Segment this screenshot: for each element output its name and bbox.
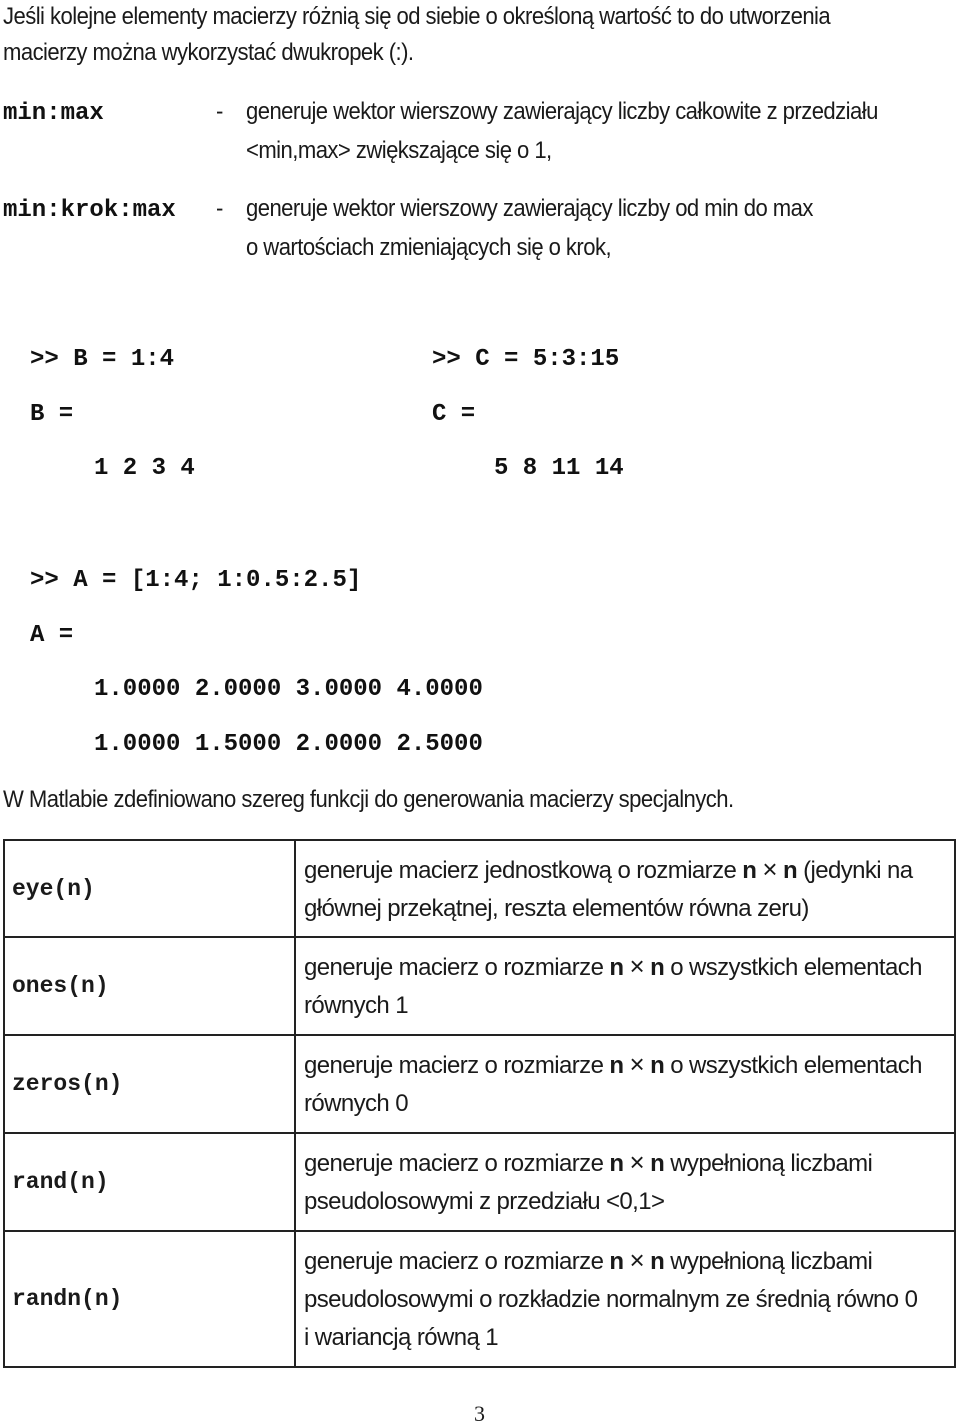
n-symbol: n — [650, 1150, 665, 1177]
def-min-max-line-1: generuje wektor wierszowy zawierający liczby całkowite z przedziału — [246, 98, 878, 125]
times-symbol: × — [629, 1147, 645, 1177]
example-b-result: 1 2 3 4 — [94, 455, 195, 482]
table-row — [4, 1231, 955, 1367]
def-min-max-line-2: <min,max> zwiększające się o 1, — [246, 137, 552, 164]
example-a-row-1: 1.0000 2.0000 3.0000 4.0000 — [94, 676, 483, 703]
desc-text: (jedynki na — [803, 856, 913, 884]
desc-text-line-2: równych 0 — [304, 1090, 408, 1117]
example-c-var: C = — [432, 401, 476, 428]
function-description — [295, 1035, 955, 1133]
function-name: eye(n) — [4, 840, 295, 937]
desc-text-line-3: i wariancją równą 1 — [304, 1324, 499, 1351]
function-name: zeros(n) — [4, 1035, 295, 1133]
desc-text: wypełnioną liczbami — [670, 1248, 873, 1275]
intro-line-1: Jeśli kolejne elementy macierzy różnią się od siebie o określoną wartość to do utworzenia — [3, 3, 831, 30]
n-symbol: n — [609, 1150, 624, 1177]
example-b-command: >> B = 1:4 — [30, 346, 175, 373]
example-a-row-2: 1.0000 1.5000 2.0000 2.5000 — [94, 731, 483, 758]
n-symbol: n — [742, 856, 757, 884]
desc-text: generuje macierz o rozmiarze — [304, 1052, 604, 1079]
function-description — [295, 840, 955, 937]
function-description — [295, 1231, 955, 1367]
desc-text: o wszystkich elementach — [670, 1052, 922, 1079]
function-name: ones(n) — [4, 937, 295, 1035]
def-min-krok-max-line-2: o wartościach zmieniających się o krok, — [246, 234, 612, 261]
page-number: 3 — [474, 1401, 485, 1426]
n-symbol: n — [609, 954, 624, 981]
times-symbol: × — [629, 951, 645, 981]
n-symbol: n — [609, 1248, 624, 1275]
example-a-command: >> A = [1:4; 1:0.5:2.5] — [30, 567, 362, 594]
table-row — [4, 1035, 955, 1133]
intro-line-2: macierzy można wykorzystać dwukropek (:). — [3, 39, 414, 66]
example-c-result: 5 8 11 14 — [494, 455, 624, 482]
def-dash-2: - — [216, 195, 223, 222]
table-row — [4, 937, 955, 1035]
desc-text-line-2: równych 1 — [304, 992, 408, 1019]
function-name: rand(n) — [4, 1133, 295, 1231]
table-row — [4, 1133, 955, 1231]
desc-text: wypełnioną liczbami — [670, 1150, 873, 1177]
desc-text: generuje macierz o rozmiarze — [304, 1150, 604, 1177]
desc-text-line-2: pseudolosowymi z przedziału <0,1> — [304, 1188, 665, 1215]
syntax-min-krok-max: min:krok:max — [3, 197, 176, 224]
function-description — [295, 937, 955, 1035]
function-name: randn(n) — [4, 1231, 295, 1367]
desc-text: generuje macierz o rozmiarze — [304, 1248, 604, 1275]
def-min-krok-max-line-1: generuje wektor wierszowy zawierający liczby od min do max — [246, 195, 813, 222]
table-row — [4, 840, 955, 937]
n-symbol: n — [650, 1248, 665, 1275]
desc-text: o wszystkich elementach — [670, 954, 922, 981]
desc-text: generuje macierz o rozmiarze — [304, 954, 604, 981]
summary-text: W Matlabie zdefiniowano szereg funkcji do generowania macierzy specjalnych. — [3, 786, 734, 813]
n-symbol: n — [650, 954, 665, 981]
desc-text-line-2: głównej przekątnej, reszta elementów równa zeru) — [304, 894, 809, 922]
n-symbol: n — [609, 1052, 624, 1079]
example-b-var: B = — [30, 401, 74, 428]
syntax-min-max: min:max — [3, 100, 104, 127]
example-a-var: A = — [30, 622, 74, 649]
n-symbol: n — [650, 1052, 665, 1079]
functions-table — [3, 839, 956, 1368]
times-symbol: × — [762, 853, 777, 884]
desc-text-line-2: pseudolosowymi o rozkładzie normalnym ze średnią równo 0 — [304, 1286, 918, 1313]
n-symbol: n — [782, 856, 798, 884]
def-dash-1: - — [216, 98, 223, 125]
desc-text: generuje macierz jednostkową o rozmiarze — [304, 856, 737, 884]
function-description — [295, 1133, 955, 1231]
times-symbol: × — [629, 1049, 645, 1079]
example-c-command: >> C = 5:3:15 — [432, 346, 620, 373]
times-symbol: × — [629, 1245, 645, 1275]
